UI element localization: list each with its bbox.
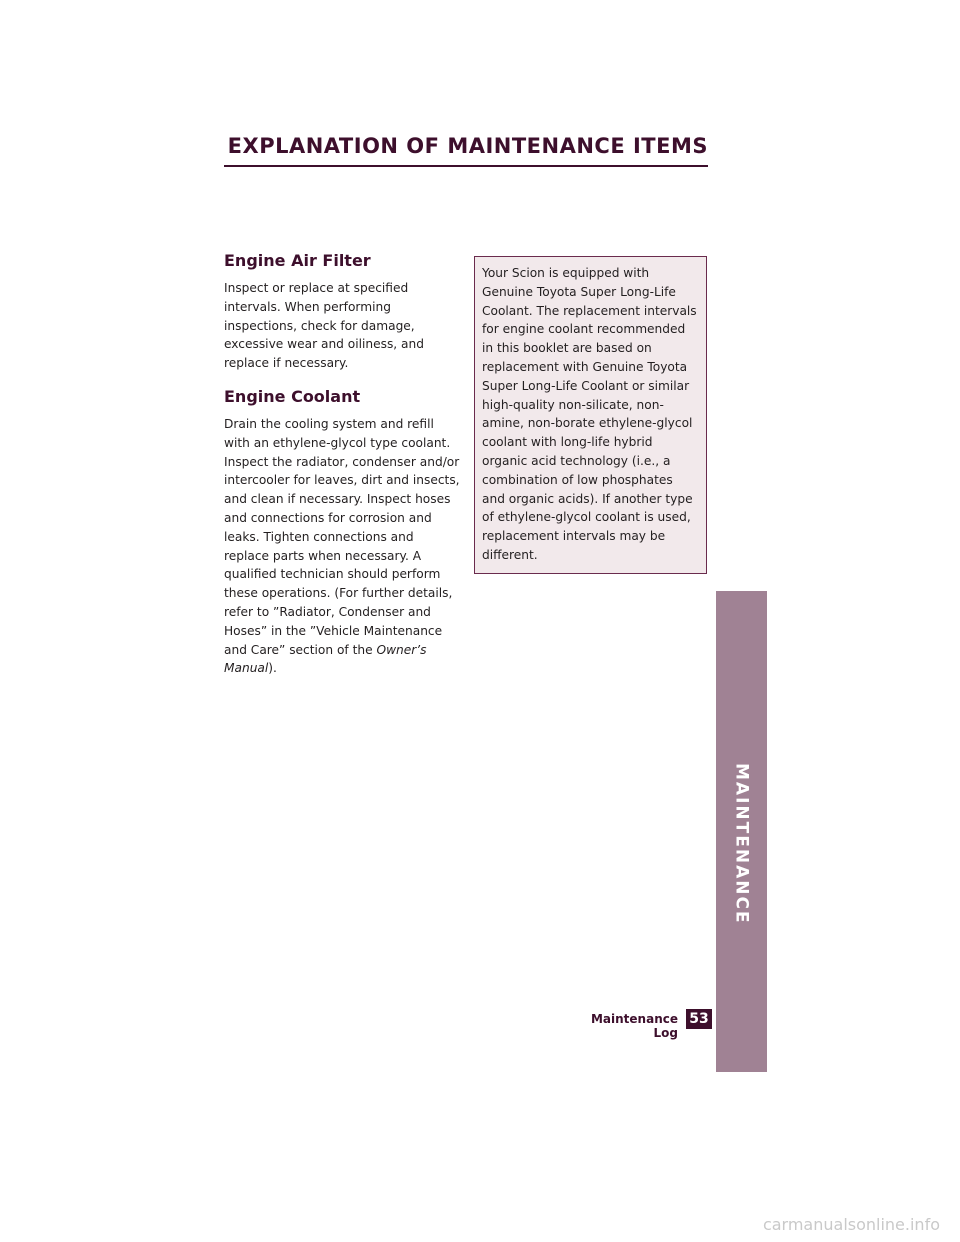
engine-air-filter-heading: Engine Air Filter — [224, 251, 371, 270]
watermark: carmanualsonline.info — [762, 1215, 940, 1234]
engine-coolant-body-end: ). — [268, 661, 277, 676]
maintenance-log-link[interactable]: Maintenance Log — [590, 1012, 678, 1040]
engine-coolant-heading: Engine Coolant — [224, 386, 361, 406]
engine-coolant-body — [224, 415, 460, 678]
owners-manual-reference: Owner’s Manual — [224, 642, 427, 676]
main-column — [224, 251, 460, 692]
side-tab-label: MAINTENANCE — [731, 763, 752, 925]
page-title: EXPLANATION OF MAINTENANCE ITEMS — [227, 134, 708, 158]
page-number: 53 — [686, 1009, 712, 1029]
title-divider — [224, 165, 708, 167]
section-side-tab — [716, 591, 767, 1072]
coolant-note-box: Your Scion is equipped with Genuine Toyota Super Long-Life Coolant. The replacement intervals for engine coolant recommended in this booklet are based on replacement with Genuine Toyota Super Long-Life Coolant or similar high-quality non-silicate, non-amine, non-borate ethylene-glycol coolant with long-life hybrid organic acid technology (i.e., a combination of low phosphates and organic acids). If another type of ethylene-glycol coolant is used, replacement intervals may be different. — [474, 256, 707, 574]
engine-coolant-body-text: Drain the cooling system and refill with an ethylene-glycol type coolant. Inspect the radiator, condenser and/or intercooler for leaves, dirt and insects, and clean if necessary. Inspect hoses and connections for corrosion and leaks. Tighten connections and replace parts when necessary. A qualified technician should perform these operations. (For further details, refer to ”Radiator, Condenser and Hoses” in the ”Vehicle Maintenance and Care” section of the — [224, 416, 460, 657]
engine-air-filter-body: Inspect or replace at specified intervals. When performing inspections, check for damage, excessive wear and oiliness, and replace if necessary. — [224, 281, 424, 371]
